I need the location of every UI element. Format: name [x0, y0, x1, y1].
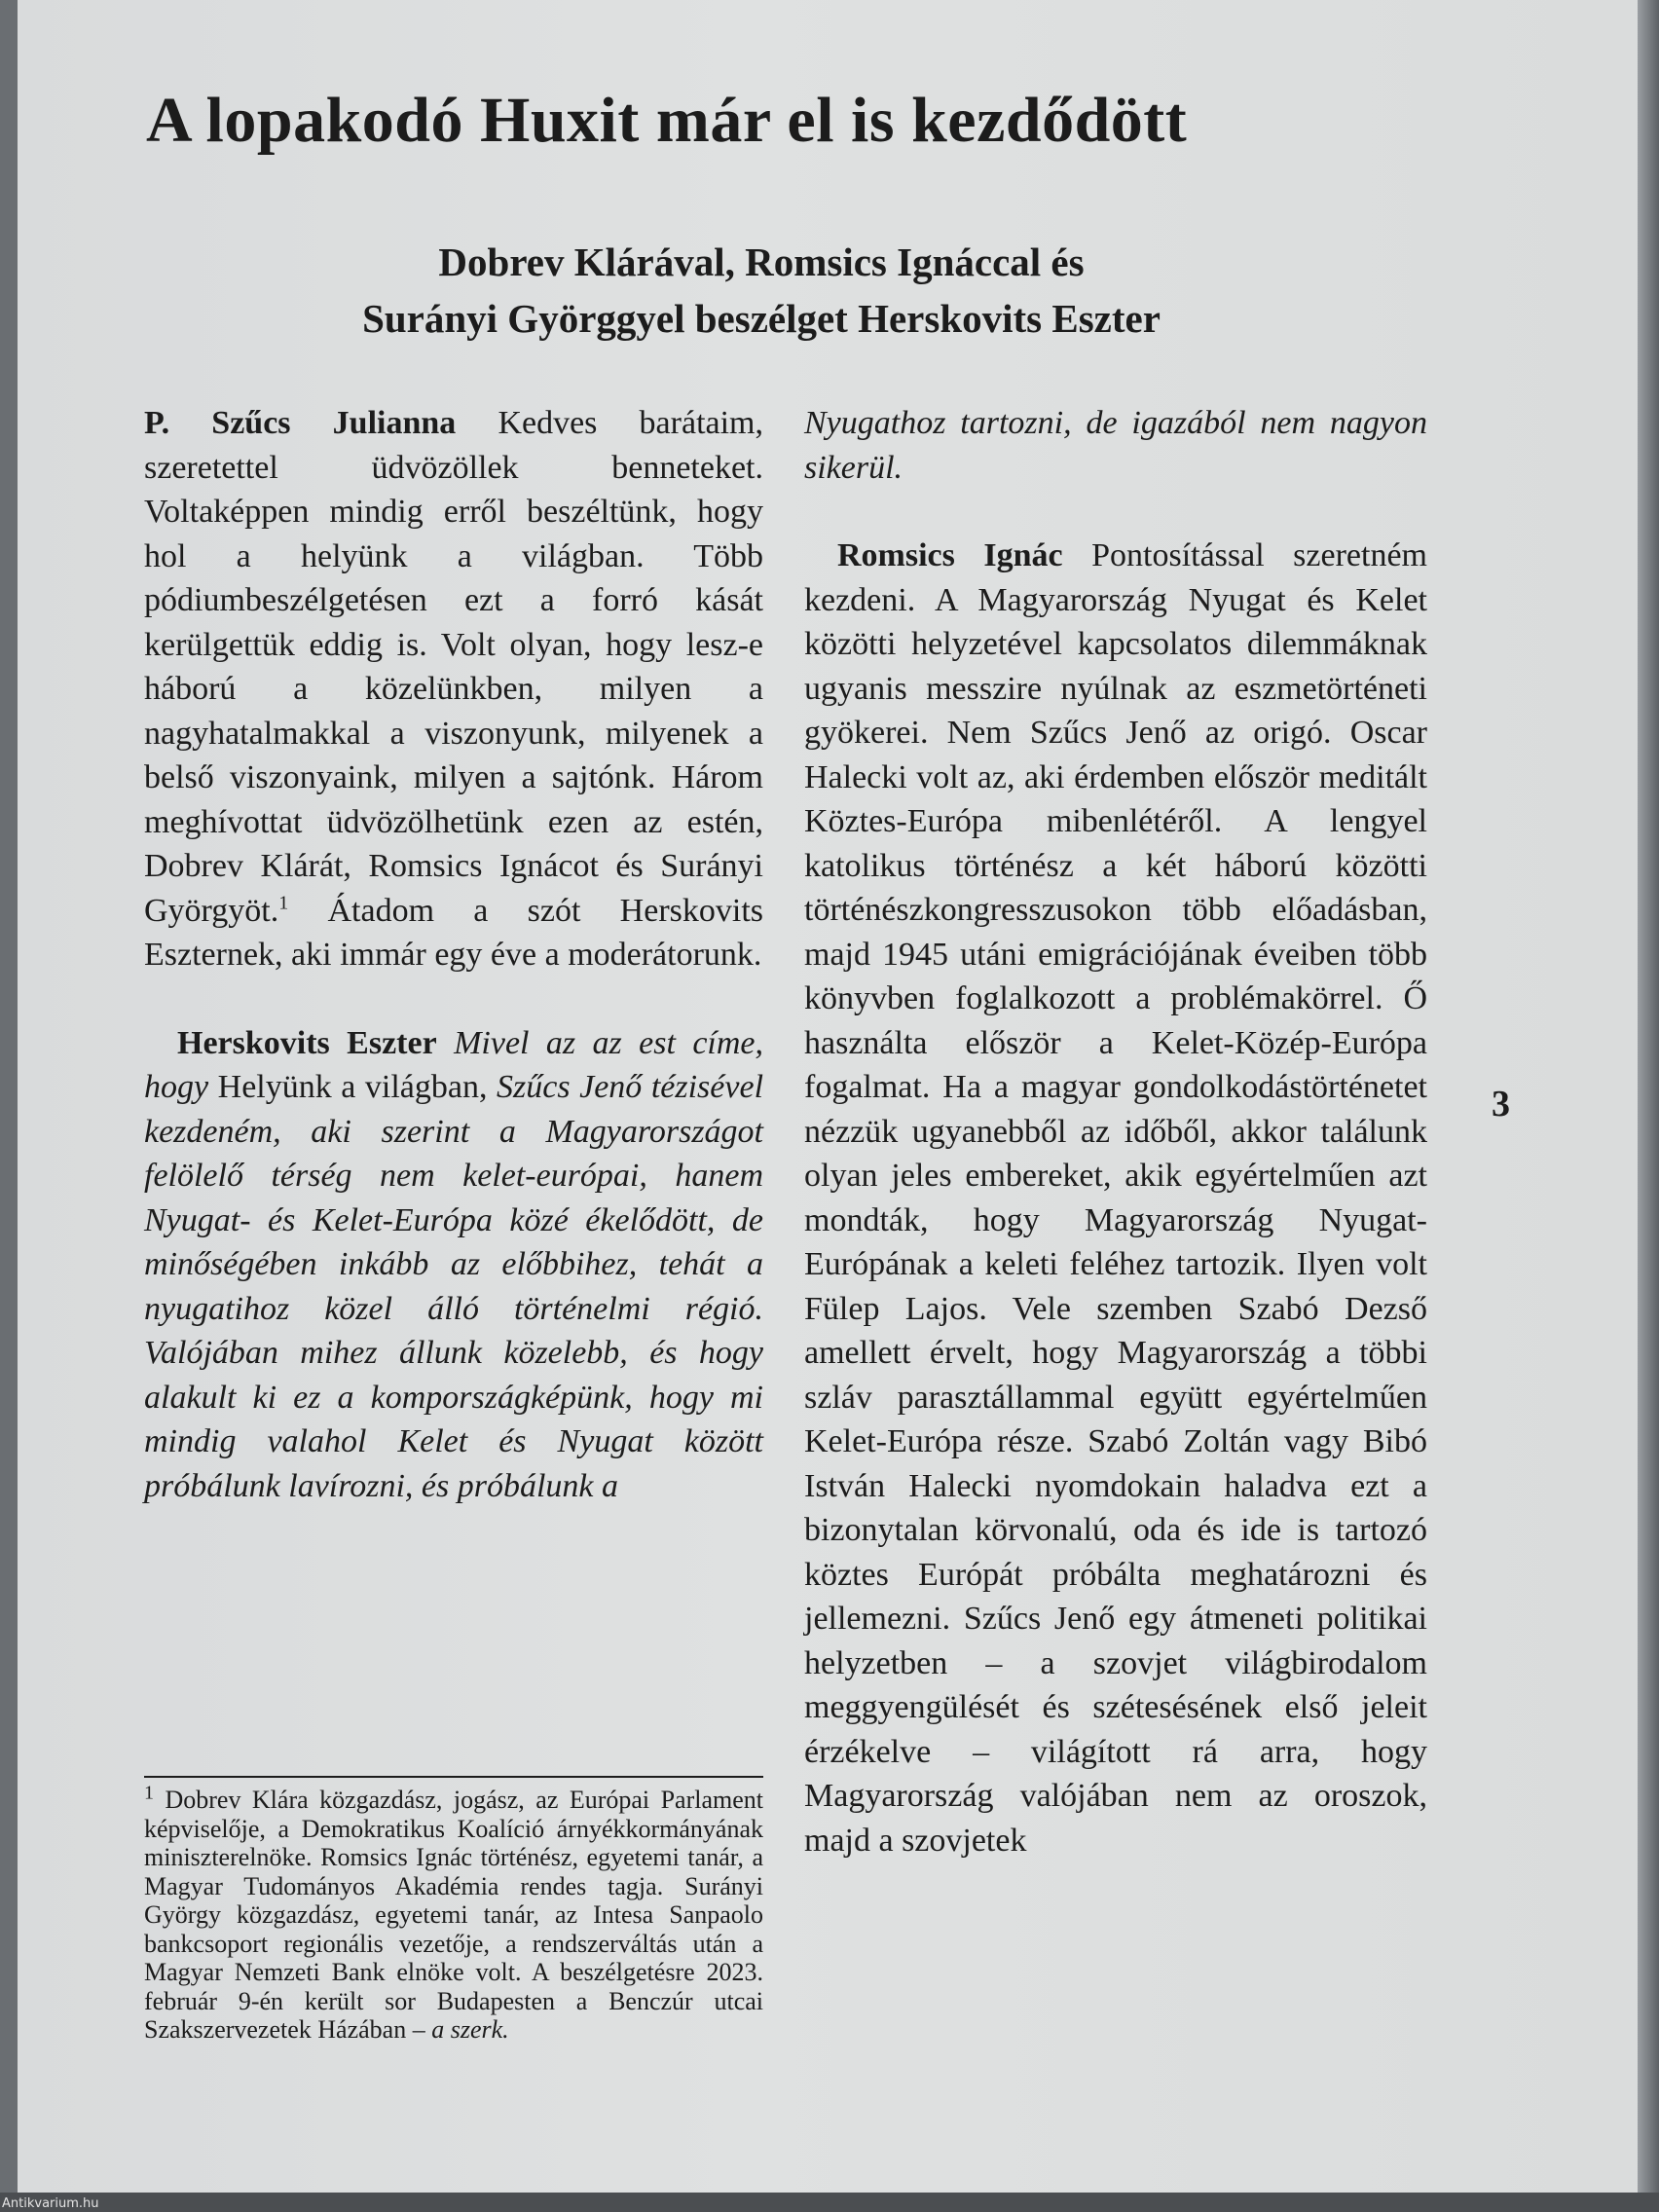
paragraph-text: Pontosítással szeretném kezdeni. A Magyarország Nyugat és Kelet közötti helyzetével kapcsolatos dilemmáknak ugyanis messzire nyúlnak az eszmetörténeti gyökerei. Nem Szűcs Jenő az origó. Oscar Halecki volt az, aki érdemben először meditált Köztes-Európa mibenlétéről. A lengyel katolikus történész a két háború közötti történészkongresszusokon több előadásban, majd 1945 utáni emigrációjának éveiben több könyvben foglalkozott a problémakörrel. Ő használta először a Kelet-Közép-Európa fogalmat. Ha a magyar gondolkodástörténetet nézzük ugyanebből az időből, akkor találunk olyan jeles embereket, akik egyértelműen azt mondták, hogy Magyarország Nyugat-Európának a keleti feléhez tartozik. Ilyen volt Fülep Lajos. Vele szemben Szabó Dezső amellett érvelt, hogy Magyarország a többi szláv parasztállammal együtt egyértelműen Kelet-Európa része. Szabó Zoltán vagy Bibó István Halecki nyomdokain haladva ezt a bizonytalan körvonalú, oda és ide is tartozó köztes Európát próbálta meghatározni és jellemezni. Szűcs Jenő egy átmeneti politikai helyzetben – a szovjet világbirodalom meggyengülését és szétesésének első jeleit érzékelve – világított rá arra, hogy Magyarország valójában nem az oroszok, majd a szovjetek	[804, 537, 1427, 1859]
footnote	[144, 1782, 763, 2045]
footnote-editor-note: a szerk.	[431, 2015, 509, 2044]
paragraph-romsics	[804, 534, 1427, 1862]
paragraph-text-continued: Átadom a szót Herskovits Eszternek, aki immár egy éve a moderátorunk.	[144, 892, 763, 973]
footnote-number: 1	[144, 1782, 154, 1804]
question-continued: Nyugathoz tartozni, de igazából nem nagyon sikerül.	[804, 405, 1427, 486]
article-subtitle	[146, 234, 1377, 347]
paragraph-herskovits	[144, 1021, 763, 1509]
subtitle-line-1: Dobrev Klárával, Romsics Ignáccal és	[438, 240, 1085, 284]
question-italic-2: Szűcs Jenő tézisével kezdeném, aki szerint a Magyarországot felölelő térség nem kelet-európai, hanem Nyugat- és Kelet-Európa közé ékelődött, de minőségében inkább az előbbihez, tehát a nyugatihoz közel álló történelmi régió. Valójában mihez állunk közelebb, és hogy alakult ki ez a kompországképünk, hogy mi mindig valahol Kelet és Nyugat között próbálunk lavírozni, és próbálunk a	[144, 1069, 764, 1504]
paragraph-text: Kedves barátaim, szeretettel üdvözöllek benneteket. Voltaképpen mindig erről beszéltünk, hogy hol a helyünk a világban. Több pódiumbeszélgetésen ezt a forró kását kerülgettük eddig is. Volt olyan, hogy lesz-e háború a közelünkben, milyen a nagyhatalmakkal a viszonyunk, milyenek a belső viszonyaink, milyen a sajtónk. Három meghívottat üdvözölhetünk ezen az estén, Dobrev Klárát, Romsics Ignácot és Surányi Györgyöt.	[144, 405, 763, 929]
article-title: A lopakodó Huxit már el is kezdődött	[146, 85, 1188, 156]
footnote-ref: 1	[278, 892, 289, 914]
speaker-name: Romsics Ignác	[837, 537, 1063, 573]
paragraph-herskovits-continued	[804, 401, 1427, 490]
left-column	[144, 401, 763, 1508]
right-column	[804, 401, 1427, 1862]
subtitle-line-2: Surányi Györggyel beszélget Herskovits Eszter	[362, 296, 1161, 341]
speaker-name: P. Szűcs Julianna	[144, 405, 457, 441]
page-edge-bottom	[0, 2193, 1659, 2212]
page-number: 3	[1492, 1084, 1510, 1124]
footnote-rule	[144, 1776, 763, 1778]
footnote-text: Dobrev Klára közgazdász, jogász, az Európai Parlament képviselője, a Demokratikus Koalíció árnyékkormányának miniszterelnöke. Romsics Ignác történész, egyetemi tanár, a Magyar Tudományos Akadémia rendes tagja. Surányi György közgazdász, egyetemi tanár, az Intesa Sanpaolo bankcsoport regionális vezetője, a rendszerváltás után a Magyar Nemzeti Bank elnöke volt. A beszélgetésre 2023. február 9-én került sor Budapesten a Benczúr utcai Szakszervezetek Házában –	[144, 1786, 763, 2044]
watermark: Antikvarium.hu	[2, 2196, 99, 2211]
speaker-name: Herskovits Eszter	[177, 1024, 437, 1061]
question-italic-1: Mivel az az est címe, hogy	[144, 1024, 764, 1105]
event-title-quote: Helyünk a világban,	[217, 1069, 488, 1105]
page-edge-right	[1638, 0, 1659, 2212]
paragraph-szucs	[144, 401, 763, 977]
